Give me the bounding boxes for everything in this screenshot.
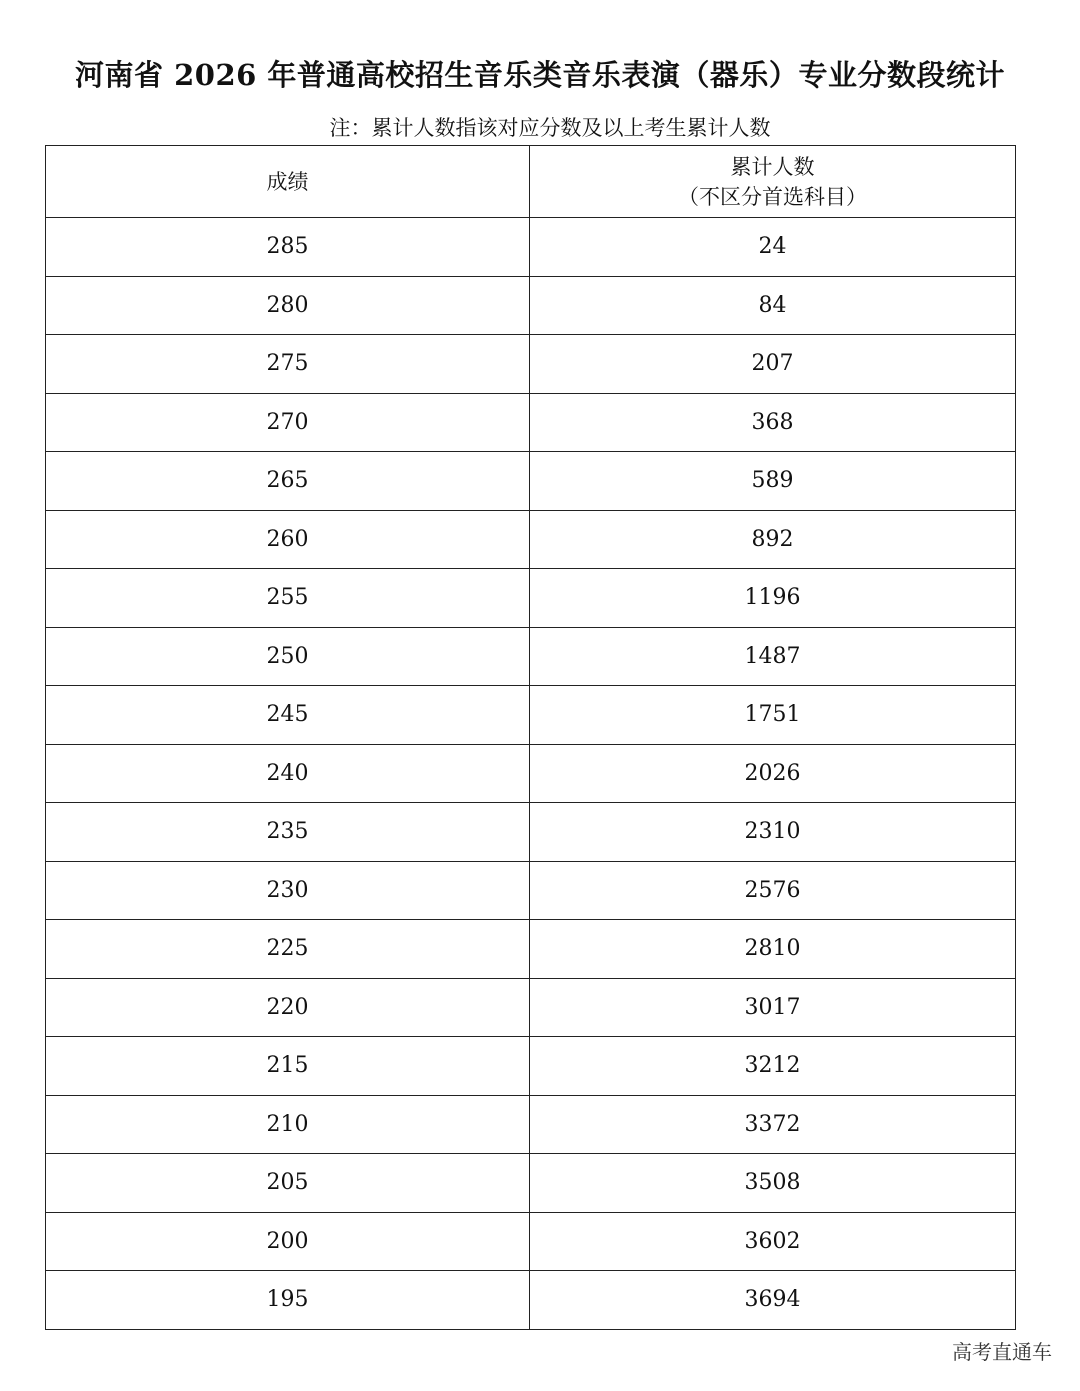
cell-count: 892 [530, 510, 1016, 569]
cell-count: 3212 [530, 1037, 1016, 1096]
cell-score: 235 [46, 803, 530, 862]
table-row [46, 1154, 1016, 1213]
cell-score: 205 [46, 1154, 530, 1213]
cell-score: 250 [46, 627, 530, 686]
table-row [46, 861, 1016, 920]
header-cumulative-title: 累计人数 [730, 154, 815, 179]
cell-score: 215 [46, 1037, 530, 1096]
table-row [46, 686, 1016, 745]
header-cumulative-subtitle: （不区分首选科目） [678, 184, 867, 209]
cell-score: 270 [46, 393, 530, 452]
table-row [46, 335, 1016, 394]
table-row [46, 978, 1016, 1037]
cell-count: 2576 [530, 861, 1016, 920]
cell-score: 260 [46, 510, 530, 569]
cell-count: 2310 [530, 803, 1016, 862]
table-row [46, 218, 1016, 277]
cell-count: 24 [530, 218, 1016, 277]
table-row [46, 1212, 1016, 1271]
score-distribution-table [45, 145, 1016, 1330]
cell-count: 589 [530, 452, 1016, 511]
cell-count: 3508 [530, 1154, 1016, 1213]
cell-score: 195 [46, 1271, 530, 1330]
cell-score: 200 [46, 1212, 530, 1271]
cell-score: 240 [46, 744, 530, 803]
cell-score: 285 [46, 218, 530, 277]
table-row [46, 393, 1016, 452]
header-cumulative [530, 146, 1016, 218]
table-row [46, 510, 1016, 569]
cell-count: 1487 [530, 627, 1016, 686]
table-header-row [46, 146, 1016, 218]
cell-count: 2026 [530, 744, 1016, 803]
cell-count: 3372 [530, 1095, 1016, 1154]
cell-score: 255 [46, 569, 530, 628]
cell-score: 225 [46, 920, 530, 979]
cell-score: 220 [46, 978, 530, 1037]
cell-score: 265 [46, 452, 530, 511]
cell-score: 245 [46, 686, 530, 745]
cell-count: 368 [530, 393, 1016, 452]
table-row [46, 276, 1016, 335]
cell-count: 3017 [530, 978, 1016, 1037]
table-row [46, 920, 1016, 979]
source-watermark: 高考直通车 [952, 1340, 1052, 1364]
cell-count: 1196 [530, 569, 1016, 628]
table-row [46, 803, 1016, 862]
cell-count: 2810 [530, 920, 1016, 979]
table-row [46, 627, 1016, 686]
table-row [46, 1271, 1016, 1330]
table-row [46, 452, 1016, 511]
cell-score: 210 [46, 1095, 530, 1154]
table-row [46, 744, 1016, 803]
cell-count: 207 [530, 335, 1016, 394]
table-row [46, 569, 1016, 628]
page-title: 河南省 2026 年普通高校招生音乐类音乐表演（器乐）专业分数段统计 [75, 58, 1005, 92]
header-score: 成绩 [46, 146, 530, 218]
cell-score: 230 [46, 861, 530, 920]
table-row [46, 1037, 1016, 1096]
cell-count: 1751 [530, 686, 1016, 745]
cell-score: 280 [46, 276, 530, 335]
table-note: 注：累计人数指该对应分数及以上考生累计人数 [329, 116, 771, 140]
cell-score: 275 [46, 335, 530, 394]
cell-count: 3694 [530, 1271, 1016, 1330]
table-row [46, 1095, 1016, 1154]
cell-count: 3602 [530, 1212, 1016, 1271]
cell-count: 84 [530, 276, 1016, 335]
